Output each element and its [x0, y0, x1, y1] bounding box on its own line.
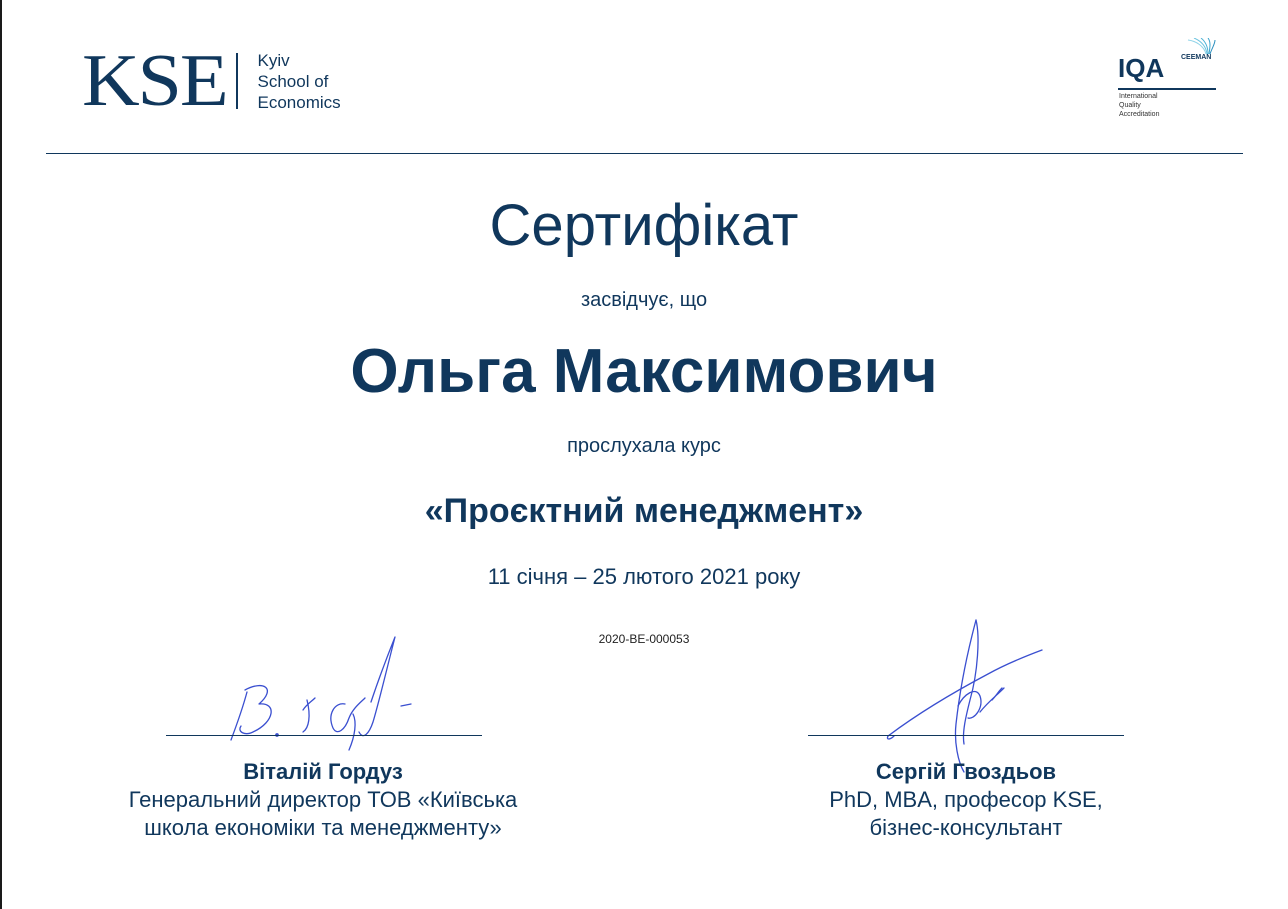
- signature-right-icon: [880, 616, 1050, 776]
- completed-text: прослухала курс: [567, 435, 721, 457]
- signatory-right: [716, 758, 1216, 842]
- signatory-role-line: PhD, MBA, професор KSE,: [829, 787, 1103, 812]
- header-divider: [46, 153, 1243, 154]
- kse-wordmark-line: School of: [257, 71, 329, 91]
- kse-wordmark: [258, 50, 341, 113]
- iqa-caption-line: International: [1119, 93, 1158, 100]
- signature-line-right: [808, 735, 1124, 736]
- iqa-caption-line: Quality: [1119, 102, 1141, 109]
- kse-wordmark-line: Kyiv: [257, 50, 290, 70]
- signatory-name: Віталій Гордуз: [243, 759, 403, 784]
- certificate-id: 2020-BE-000053: [598, 632, 690, 646]
- kse-logo: [82, 40, 341, 122]
- signatory-left: [40, 758, 606, 842]
- signatory-role-line: бізнес-консультант: [869, 815, 1063, 840]
- signatory-name: Сергій Гвоздьов: [875, 759, 1057, 784]
- iqa-fan-icon: [1184, 38, 1218, 54]
- kse-wordmark-line: Economics: [257, 92, 341, 112]
- iqa-logo-rule: [1118, 88, 1216, 90]
- certifies-text: засвідчує, що: [580, 289, 708, 311]
- course-dates: 11 січня – 25 лютого 2021 року: [487, 564, 801, 589]
- iqa-logo-mark: IQA: [1118, 53, 1165, 83]
- signatory-role-line: Генеральний директор ТОВ «Київська: [128, 787, 518, 812]
- iqa-logo: [1118, 38, 1218, 124]
- signature-left-icon: [215, 632, 415, 757]
- course-title: «Проєктний менеджмент»: [424, 492, 864, 530]
- signature-line-left: [166, 735, 482, 736]
- certificate-title: Сертифікат: [489, 193, 799, 258]
- iqa-caption-line: Accreditation: [1119, 111, 1160, 118]
- recipient-name: Ольга Максимович: [350, 337, 938, 406]
- iqa-caption: [1119, 92, 1159, 119]
- kse-logo-divider: [236, 53, 238, 109]
- kse-logo-mark: KSE: [82, 40, 227, 122]
- signatory-role-line: школа економіки та менеджменту»: [144, 815, 502, 840]
- iqa-ceeman-label: CEEMAN: [1181, 54, 1212, 61]
